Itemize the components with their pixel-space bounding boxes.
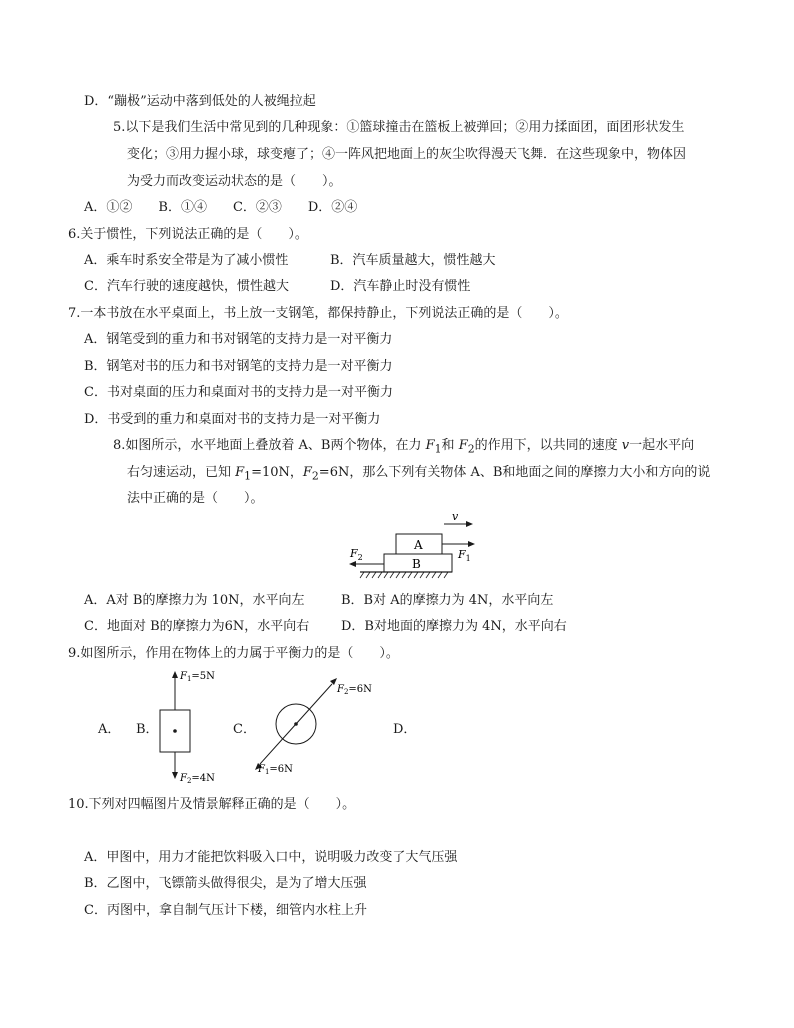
q8-stem-line2: 右匀速运动，已知 $F_1=10N$，$F_2=6N$，那么下列有关物体 A、B和地面之间的摩擦力大小和方向的说 xyxy=(127,465,711,483)
q10-option-c: C．丙图中，拿自制气压计下楼，细管内水柱上升 xyxy=(84,903,367,918)
box-center-point xyxy=(173,729,177,733)
velocity-arrowhead xyxy=(466,521,473,527)
q8-option-b: B．B对 A的摩擦力为 4N，水平向左 xyxy=(341,593,554,608)
q8-option-d: D．B对地面的摩擦力为 4N，水平向右 xyxy=(341,619,567,634)
q7-option-c: C．书对桌面的压力和桌面对书的支持力是一对平衡力 xyxy=(84,385,393,400)
q8-stem-line1: 8.如图所示，水平地面上叠放着 A、B两个物体，在力 $F_1$和 $F_2$的作用下，以共同的速度 v一起水平向 xyxy=(113,438,695,456)
f2-down-arrowhead xyxy=(172,772,178,779)
f2-diagonal-arrowhead xyxy=(330,678,337,685)
f2-diagonal-arrow xyxy=(296,684,332,724)
f2-label: $F_2=4N$ xyxy=(180,773,215,785)
f2-arrowhead xyxy=(349,561,356,567)
q9-option-b: B． xyxy=(136,722,159,737)
q5-stem-line1: 5.以下是我们生活中常见到的几种现象：①篮球撞击在篮板上被弹回；②用力揉面团，面团形状发生 xyxy=(113,120,685,135)
q7-option-b: B．钢笔对书的压力和书对钢笔的支持力是一对平衡力 xyxy=(84,359,393,374)
q8-option-c: C．地面对 B的摩擦力为6N，水平向右 xyxy=(84,619,310,634)
block-a-label: A xyxy=(414,538,423,552)
q8-stem-line3: 法中正确的是（ ）。 xyxy=(127,491,264,506)
f2-label: $F_2=6N$ xyxy=(337,684,372,696)
q7-option-d: D．书受到的重力和桌面对书的支持力是一对平衡力 xyxy=(84,412,381,427)
f1-label: $F_1$ xyxy=(458,548,471,563)
q5-options: A．①② B．①④ C．②③ D．②④ xyxy=(84,200,358,215)
q6-stem: 6.关于惯性，下列说法正确的是（ ）。 xyxy=(68,227,308,242)
q8-option-a: A．A对 B的摩擦力为 10N，水平向左 xyxy=(84,593,305,608)
q5-stem-line2: 变化；③用力握小球，球变瘪了；④一阵风把地面上的灰尘吹得漫天飞舞．在这些现象中，物体因 xyxy=(127,147,687,162)
q9-stem: 9.如图所示，作用在物体上的力属于平衡力的是（ ）。 xyxy=(68,646,399,661)
q9-option-d: D． xyxy=(393,722,417,737)
q5-stem-line3: 为受力而改变运动状态的是（ ）。 xyxy=(127,174,342,189)
f2-label: $F_2$ xyxy=(350,547,363,562)
q8-stacked-blocks-diagram xyxy=(340,510,480,585)
q10-stem: 10.下列对四幅图片及情景解释正确的是（ ）。 xyxy=(68,797,356,812)
f1-arrowhead xyxy=(468,541,475,547)
q9-figure-b-box-vertical-forces xyxy=(152,668,222,786)
q6-option-d: D．汽车静止时没有惯性 xyxy=(330,279,471,294)
q10-option-a: A．甲图中，用力才能把饮料吸入口中，说明吸力改变了大气压强 xyxy=(84,850,458,865)
q9-figure-c-circle-diagonal-forces xyxy=(250,672,380,780)
f1-diagonal-arrow xyxy=(260,724,296,764)
block-b-label: B xyxy=(412,557,421,571)
f1-label: $F_1=6N$ xyxy=(258,764,293,776)
velocity-label: v xyxy=(452,510,459,523)
f1-up-arrowhead xyxy=(172,671,178,678)
q4-option-d: D．“蹦极”运动中落到低处的人被绳拉起 xyxy=(84,94,316,109)
q6-option-b: B．汽车质量越大，惯性越大 xyxy=(330,253,496,268)
q6-option-a: A．乘车时系安全带是为了减小惯性 xyxy=(84,253,289,268)
q9-option-a: A． xyxy=(98,722,121,737)
q7-stem: 7.一本书放在水平桌面上，书上放一支钢笔，都保持静止，下列说法正确的是（ ）。 xyxy=(68,306,568,321)
q10-option-b: B．乙图中，飞镖箭头做得很尖，是为了增大压强 xyxy=(84,876,367,891)
f1-label: $F_1=5N$ xyxy=(180,671,215,683)
q6-option-c: C．汽车行驶的速度越快，惯性越大 xyxy=(84,279,289,294)
q9-option-c: C． xyxy=(233,722,256,737)
q7-option-a: A．钢笔受到的重力和书对钢笔的支持力是一对平衡力 xyxy=(84,332,393,347)
ground-hatching xyxy=(360,572,448,578)
